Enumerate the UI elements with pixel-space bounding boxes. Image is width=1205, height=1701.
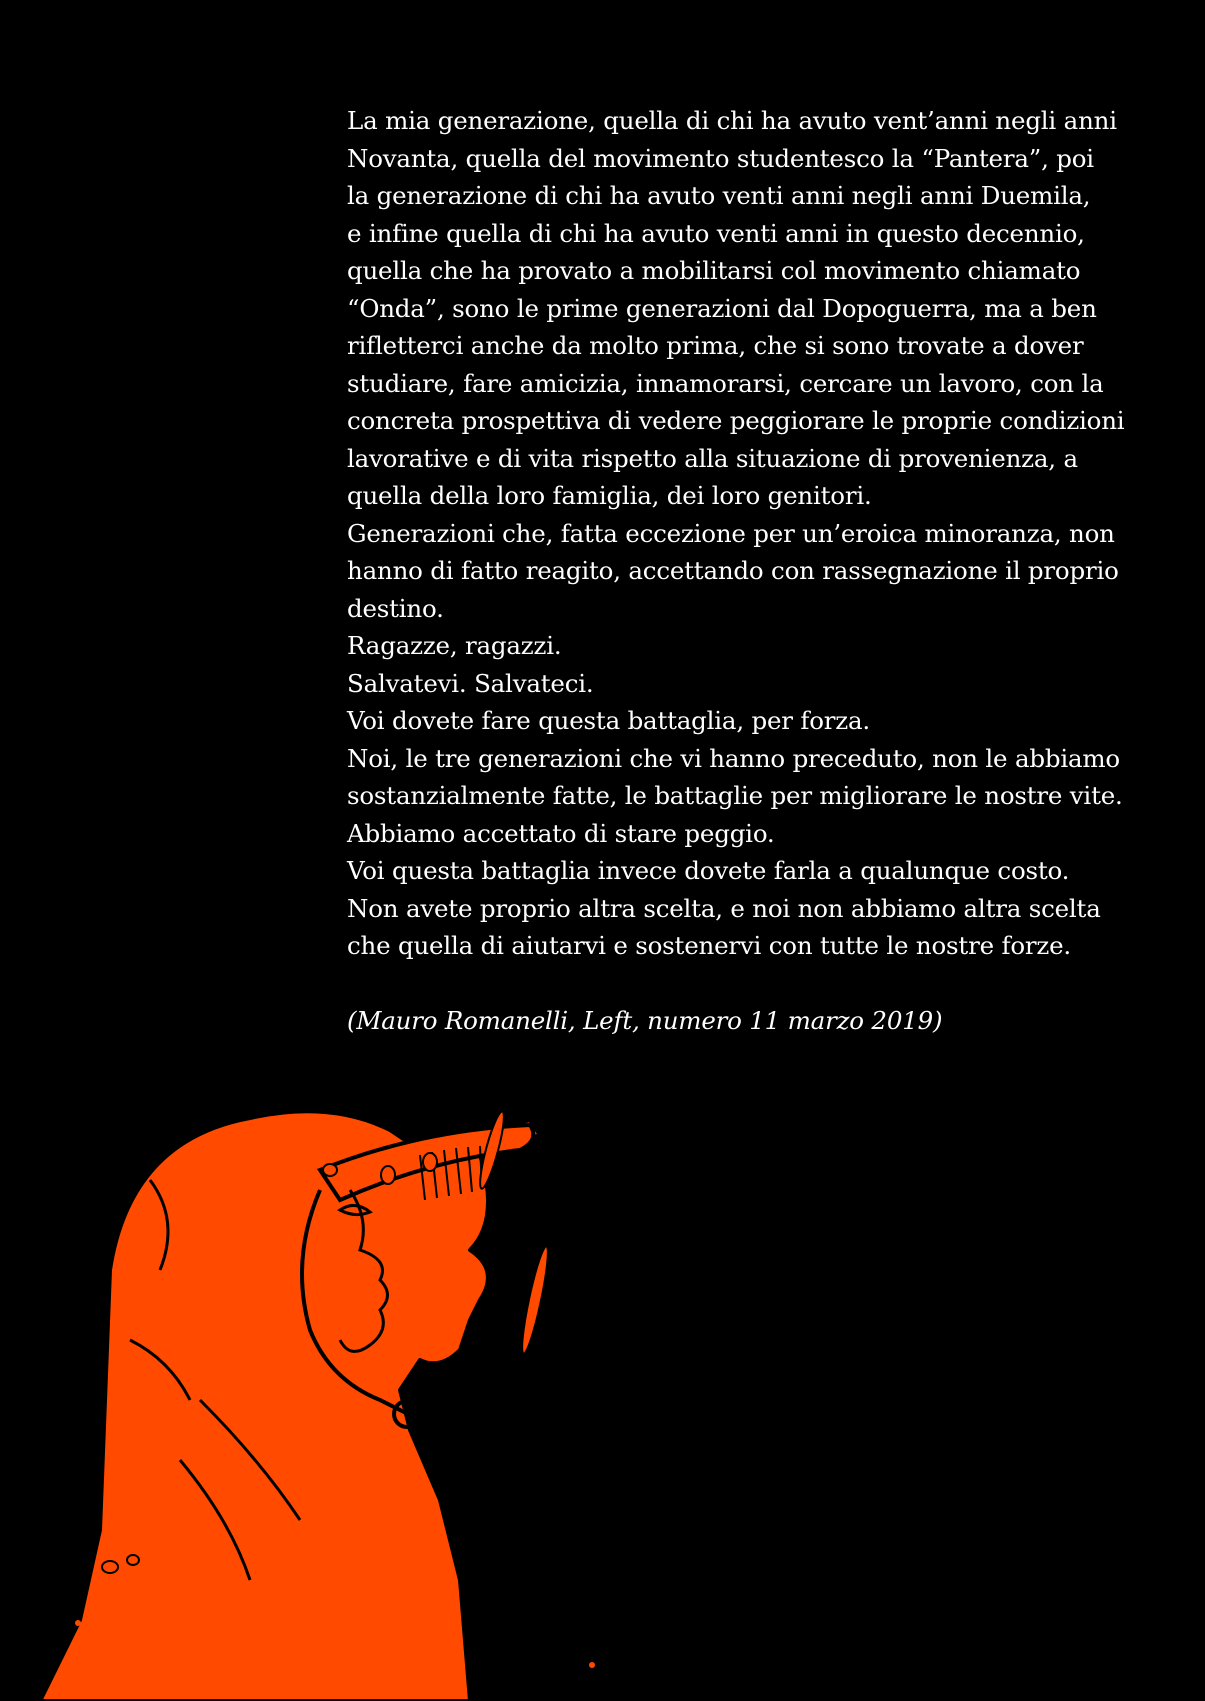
body-line: Non avete proprio altra scelta, e noi non abbiamo altra scelta [347,893,1101,923]
drop [127,1555,139,1565]
body-line: hanno di fatto reagito, accettando con rassegnazione il proprio [347,556,1119,585]
citation: (Mauro Romanelli, Left, numero 11 marzo 2019) [347,1006,943,1035]
body-line: lavorative e di vita rispetto alla situazione di provenienza, a [347,443,1078,473]
body-line: Novanta, quella del movimento studentesco la “Pantera”, poi [347,143,1094,173]
drop [102,1561,118,1573]
body-line: quella della loro famiglia, dei loro genitori. [347,481,872,510]
drop [423,1153,437,1171]
drop [589,1662,595,1668]
drop [323,1164,337,1176]
body-line: studiare, fare amicizia, innamorarsi, cercare un lavoro, con la [347,368,1104,398]
body-line: rifletterci anche da molto prima, che si sono trovate a dover [347,331,1084,360]
drop [381,1166,395,1184]
body-line: Noi, le tre generazioni che vi hanno preceduto, non le abbiamo [347,743,1120,773]
body-line: Generazioni che, fatta eccezione per un’eroica minoranza, non [347,518,1115,548]
body-line: Voi dovete fare questa battaglia, per forza. [347,706,871,735]
body-line: che quella di aiutarvi e sostenervi con tutte le nostre forze. [347,931,1071,960]
body-line: Salvatevi. Salvateci. [347,668,594,698]
body-text [347,102,1147,965]
body-line: quella che ha provato a mobilitarsi col movimento chiamato [347,256,1081,285]
drop [518,1245,553,1355]
body-line: destino. [347,593,444,623]
drop [75,1620,81,1626]
body-line: sostanzialmente fatte, le battaglie per migliorare le nostre vite. [347,781,1123,810]
body-line: e infine quella di chi ha avuto venti anni in questo decennio, [347,218,1085,248]
body-line: La mia generazione, quella di chi ha avuto vent’anni negli anni [347,106,1117,135]
hooded-figure-illustration [0,1100,620,1701]
body-line: Ragazze, ragazzi. [347,631,562,660]
body-line: Abbiamo accettato di stare peggio. [347,818,775,848]
body-line: la generazione di chi ha avuto venti anni negli anni Duemila, [347,181,1091,210]
hood-shape [40,1111,540,1701]
body-line: concreta prospettiva di vedere peggiorare le proprie condizioni [347,406,1125,435]
body-line: Voi questa battaglia invece dovete farla a qualunque costo. [347,856,1070,885]
body-line: “Onda”, sono le prime generazioni dal Dopoguerra, ma a ben [347,293,1097,323]
